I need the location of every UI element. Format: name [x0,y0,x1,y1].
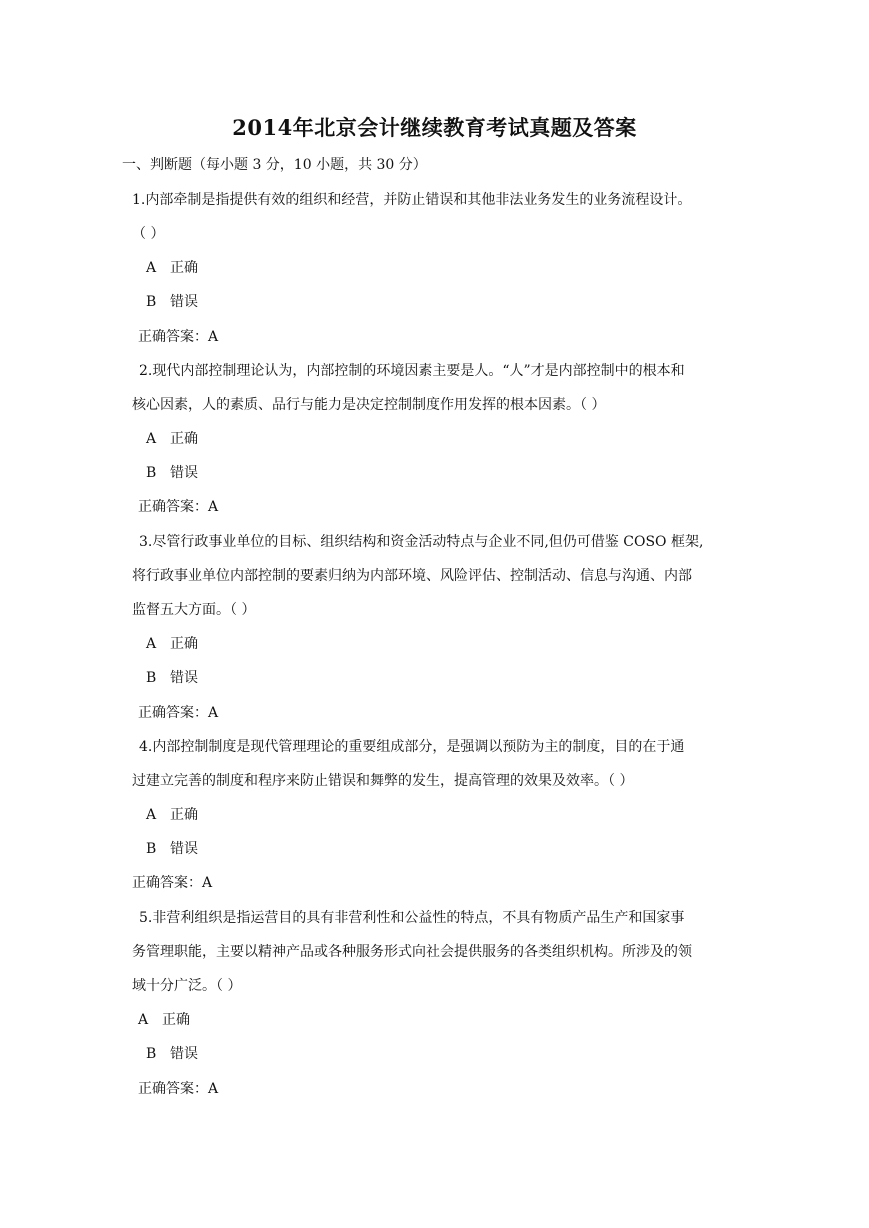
question-3-line-3: 监督五大方面。（ ） [132,602,256,618]
question-3-line-1: 3.尽管行政事业单位的目标、组织结构和资金活动特点与企业不同,但仍可借鉴 COSO 框架, [139,534,704,550]
option-text: 错误 [170,841,198,857]
option-letter: A [138,1012,149,1028]
question-3-option-b [146,668,198,688]
question-3-answer: 正确答案：A [138,705,219,721]
option-letter: A [146,807,157,823]
option-letter: B [146,670,157,686]
question-1-answer: 正确答案：A [138,329,219,345]
question-1-option-b [146,292,198,312]
question-2-option-b [146,463,198,483]
question-5-line-3: 域十分广泛。（ ） [132,978,242,994]
question-5-option-a [138,1010,190,1030]
option-letter: B [146,294,157,310]
option-letter: B [146,1046,157,1062]
question-5-answer: 正确答案：A [138,1081,219,1097]
question-1-line-1: 1.内部牵制是指提供有效的组织和经营，并防止错误和其他非法业务发生的业务流程设计。 [132,192,692,208]
option-text: 错误 [170,1046,198,1062]
option-letter: A [146,260,157,276]
question-5-line-2: 务管理职能，主要以精神产品或各种服务形式向社会提供服务的各类组织机构。所涉及的领 [132,944,692,960]
question-2-answer: 正确答案：A [138,499,219,515]
option-letter: A [146,431,157,447]
option-letter: A [146,636,157,652]
option-text: 正确 [162,1012,190,1028]
question-2-line-2: 核心因素，人的素质、品行与能力是决定控制制度作用发挥的根本因素。（ ） [132,397,606,413]
question-4-option-a [146,805,198,825]
question-1-line-2: （ ） [132,226,165,242]
option-text: 正确 [170,636,198,652]
option-letter: B [146,841,157,857]
section-heading: 一、判断题（每小题 3 分，10 小题，共 30 分） [122,157,427,173]
option-text: 错误 [170,294,198,310]
option-letter: B [146,465,157,481]
question-1-option-a [146,258,198,278]
question-4-option-b [146,839,198,859]
question-2-line-1: 2.现代内部控制理论认为，内部控制的环境因素主要是人。“人”才是内部控制中的根本和 [139,363,685,379]
question-3-line-2: 将行政事业单位内部控制的要素归纳为内部环境、风险评估、控制活动、信息与沟通、内部 [132,568,692,584]
option-text: 错误 [170,465,198,481]
question-4-line-1: 4.内部控制制度是现代管理理论的重要组成部分，是强调以预防为主的制度，目的在于通 [139,739,685,755]
option-text: 错误 [170,670,198,686]
question-4-answer: 正确答案：A [132,875,213,891]
question-3-option-a [146,634,198,654]
question-4-line-2: 过建立完善的制度和程序来防止错误和舞弊的发生，提高管理的效果及效率。（ ） [132,773,634,789]
option-text: 正确 [170,260,198,276]
option-text: 正确 [170,807,198,823]
document-title: 2014年北京会计继续教育考试真题及答案 [232,115,637,140]
question-2-option-a [146,429,198,449]
question-5-line-1: 5.非营利组织是指运营目的具有非营利性和公益性的特点，不具有物质产品生产和国家事 [139,910,685,926]
option-text: 正确 [170,431,198,447]
question-5-option-b [146,1044,198,1064]
